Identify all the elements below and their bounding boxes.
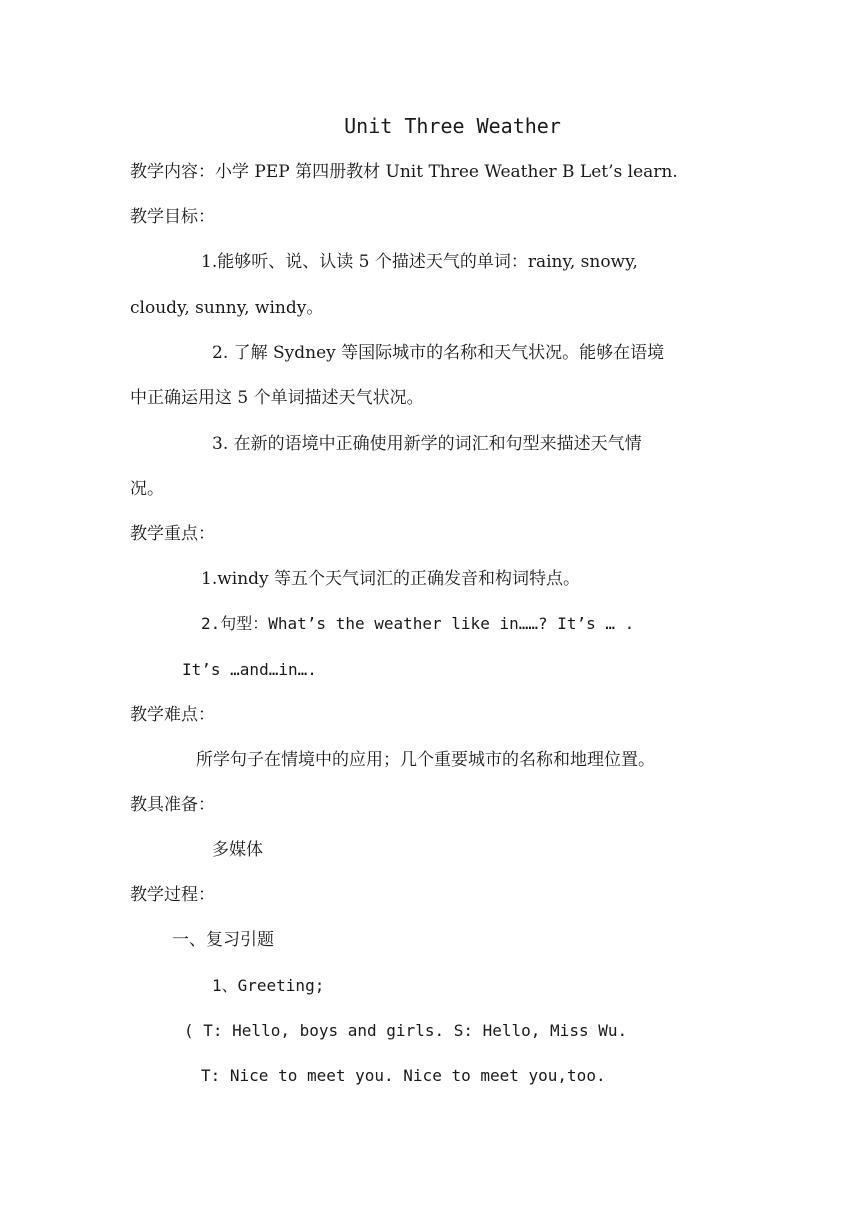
key-point-2-line-1: 2.句型：What’s the weather like in……? It’s … . xyxy=(201,614,635,633)
objective-1-line-2: cloudy, sunny, windy。 xyxy=(130,298,324,318)
objective-3-line-1: 3. 在新的语境中正确使用新学的词汇和句型来描述天气情 xyxy=(212,434,642,454)
key-point-1: 1.windy 等五个天气词汇的正确发音和构词特点。 xyxy=(201,569,581,589)
difficulties-heading: 教学难点： xyxy=(130,705,215,725)
teaching-content-line: 教学内容：小学 PEP 第四册教材 Unit Three Weather B Let’s learn. xyxy=(130,162,678,182)
process-step-1: 1、Greeting; xyxy=(212,976,325,995)
objective-3-line-2: 况。 xyxy=(130,479,164,499)
process-section-1: 一、复习引题 xyxy=(172,930,274,950)
objectives-heading: 教学目标： xyxy=(130,207,215,227)
key-point-2-line-2: It’s …and…in…. xyxy=(182,660,317,679)
objective-2-line-1: 2. 了解 Sydney 等国际城市的名称和天气状况。能够在语境 xyxy=(212,343,665,363)
document-title: Unit Three Weather xyxy=(344,114,561,138)
difficulties-text: 所学句子在情境中的应用；几个重要城市的名称和地理位置。 xyxy=(196,750,655,770)
aids-heading: 教具准备： xyxy=(130,795,215,815)
dialog-line-1: ( T: Hello, boys and girls. S: Hello, Miss Wu. xyxy=(184,1021,628,1040)
objective-1-line-1: 1.能够听、说、认读 5 个描述天气的单词：rainy, snowy, xyxy=(201,252,638,272)
dialog-line-2: T: Nice to meet you. Nice to meet you,too. xyxy=(201,1066,606,1085)
aids-text: 多媒体 xyxy=(212,840,263,860)
key-points-heading: 教学重点： xyxy=(130,524,215,544)
process-heading: 教学过程： xyxy=(130,885,215,905)
objective-2-line-2: 中正确运用这 5 个单词描述天气状况。 xyxy=(130,388,424,408)
